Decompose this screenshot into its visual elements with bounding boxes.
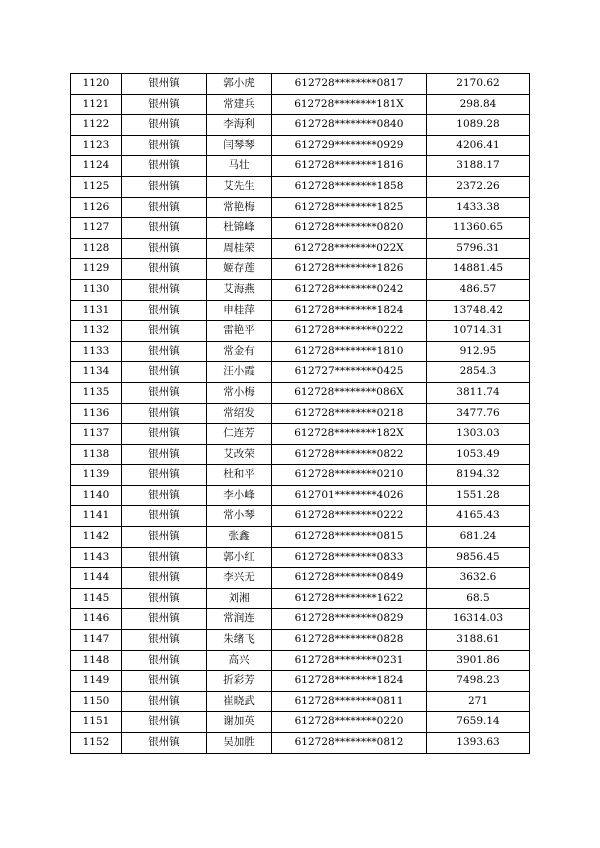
amount-cell: 1393.63 — [427, 733, 530, 754]
id-number-cell: 612727********0425 — [272, 362, 427, 383]
row-number-cell: 1134 — [71, 362, 122, 383]
town-cell: 银州镇 — [122, 300, 207, 321]
table-body — [71, 74, 530, 754]
table-row — [71, 197, 530, 218]
town-cell: 银州镇 — [122, 444, 207, 465]
row-number-cell: 1143 — [71, 547, 122, 568]
amount-cell: 7498.23 — [427, 671, 530, 692]
amount-cell: 11360.65 — [427, 218, 530, 239]
table-row — [71, 135, 530, 156]
name-cell: 闫琴琴 — [207, 135, 272, 156]
id-number-cell: 612728********0210 — [272, 465, 427, 486]
town-cell: 银州镇 — [122, 630, 207, 651]
id-number-cell: 612728********0231 — [272, 650, 427, 671]
amount-cell: 5796.31 — [427, 238, 530, 259]
amount-cell: 13748.42 — [427, 300, 530, 321]
amount-cell: 3188.61 — [427, 630, 530, 651]
amount-cell: 14881.45 — [427, 259, 530, 280]
id-number-cell: 612728********0828 — [272, 630, 427, 651]
id-number-cell: 612728********0242 — [272, 279, 427, 300]
amount-cell: 3188.17 — [427, 156, 530, 177]
town-cell: 银州镇 — [122, 321, 207, 342]
table-row — [71, 712, 530, 733]
id-number-cell: 612728********0812 — [272, 733, 427, 754]
amount-cell: 9856.45 — [427, 547, 530, 568]
row-number-cell: 1122 — [71, 115, 122, 136]
row-number-cell: 1132 — [71, 321, 122, 342]
row-number-cell: 1140 — [71, 485, 122, 506]
town-cell: 银州镇 — [122, 403, 207, 424]
row-number-cell: 1150 — [71, 691, 122, 712]
table-row — [71, 568, 530, 589]
id-number-cell: 612728********0222 — [272, 321, 427, 342]
amount-cell: 1551.28 — [427, 485, 530, 506]
table-row — [71, 444, 530, 465]
id-number-cell: 612728********0811 — [272, 691, 427, 712]
id-number-cell: 612728********086X — [272, 382, 427, 403]
table-row — [71, 218, 530, 239]
id-number-cell: 612728********1858 — [272, 176, 427, 197]
row-number-cell: 1124 — [71, 156, 122, 177]
amount-cell: 2170.62 — [427, 74, 530, 95]
id-number-cell: 612701********4026 — [272, 485, 427, 506]
table-row — [71, 259, 530, 280]
name-cell: 艾海燕 — [207, 279, 272, 300]
town-cell: 银州镇 — [122, 382, 207, 403]
town-cell: 银州镇 — [122, 650, 207, 671]
town-cell: 银州镇 — [122, 115, 207, 136]
row-number-cell: 1131 — [71, 300, 122, 321]
table-row — [71, 341, 530, 362]
name-cell: 仁连芳 — [207, 424, 272, 445]
name-cell: 常绍发 — [207, 403, 272, 424]
id-number-cell: 612728********1824 — [272, 300, 427, 321]
town-cell: 银州镇 — [122, 691, 207, 712]
town-cell: 银州镇 — [122, 197, 207, 218]
row-number-cell: 1137 — [71, 424, 122, 445]
amount-cell: 7659.14 — [427, 712, 530, 733]
amount-cell: 681.24 — [427, 527, 530, 548]
amount-cell: 3811.74 — [427, 382, 530, 403]
id-number-cell: 612728********0817 — [272, 74, 427, 95]
name-cell: 周桂荣 — [207, 238, 272, 259]
table-row — [71, 630, 530, 651]
amount-cell: 1053.49 — [427, 444, 530, 465]
name-cell: 申桂萍 — [207, 300, 272, 321]
amount-cell: 298.84 — [427, 94, 530, 115]
row-number-cell: 1126 — [71, 197, 122, 218]
name-cell: 常小梅 — [207, 382, 272, 403]
table-row — [71, 176, 530, 197]
name-cell: 张鑫 — [207, 527, 272, 548]
table-row — [71, 403, 530, 424]
row-number-cell: 1136 — [71, 403, 122, 424]
town-cell: 银州镇 — [122, 485, 207, 506]
town-cell: 银州镇 — [122, 176, 207, 197]
name-cell: 艾先生 — [207, 176, 272, 197]
id-number-cell: 612728********1816 — [272, 156, 427, 177]
row-number-cell: 1141 — [71, 506, 122, 527]
name-cell: 杜和平 — [207, 465, 272, 486]
name-cell: 姬存莲 — [207, 259, 272, 280]
name-cell: 常小琴 — [207, 506, 272, 527]
table-row — [71, 691, 530, 712]
row-number-cell: 1135 — [71, 382, 122, 403]
name-cell: 马壮 — [207, 156, 272, 177]
name-cell: 朱绪飞 — [207, 630, 272, 651]
name-cell: 吴加胜 — [207, 733, 272, 754]
name-cell: 折彩芳 — [207, 671, 272, 692]
town-cell: 银州镇 — [122, 94, 207, 115]
table-row — [71, 382, 530, 403]
name-cell: 汪小霞 — [207, 362, 272, 383]
table-row — [71, 279, 530, 300]
row-number-cell: 1129 — [71, 259, 122, 280]
row-number-cell: 1138 — [71, 444, 122, 465]
town-cell: 银州镇 — [122, 588, 207, 609]
id-number-cell: 612728********182X — [272, 424, 427, 445]
name-cell: 刘湘 — [207, 588, 272, 609]
data-table — [70, 73, 530, 754]
name-cell: 常艳梅 — [207, 197, 272, 218]
amount-cell: 4206.41 — [427, 135, 530, 156]
amount-cell: 2854.3 — [427, 362, 530, 383]
amount-cell: 10714.31 — [427, 321, 530, 342]
table-row — [71, 238, 530, 259]
name-cell: 崔晓武 — [207, 691, 272, 712]
row-number-cell: 1133 — [71, 341, 122, 362]
id-number-cell: 612728********1810 — [272, 341, 427, 362]
name-cell: 李海利 — [207, 115, 272, 136]
row-number-cell: 1128 — [71, 238, 122, 259]
town-cell: 银州镇 — [122, 733, 207, 754]
name-cell: 常建兵 — [207, 94, 272, 115]
town-cell: 银州镇 — [122, 74, 207, 95]
town-cell: 银州镇 — [122, 279, 207, 300]
table-row — [71, 74, 530, 95]
table-row — [71, 94, 530, 115]
amount-cell: 68.5 — [427, 588, 530, 609]
name-cell: 艾改荣 — [207, 444, 272, 465]
name-cell: 谢加英 — [207, 712, 272, 733]
id-number-cell: 612728********0840 — [272, 115, 427, 136]
table-row — [71, 733, 530, 754]
id-number-cell: 612728********0222 — [272, 506, 427, 527]
table-row — [71, 115, 530, 136]
amount-cell: 4165.43 — [427, 506, 530, 527]
id-number-cell: 612728********0849 — [272, 568, 427, 589]
amount-cell: 912.95 — [427, 341, 530, 362]
table-row — [71, 465, 530, 486]
name-cell: 高兴 — [207, 650, 272, 671]
table-row — [71, 527, 530, 548]
amount-cell: 3901.86 — [427, 650, 530, 671]
row-number-cell: 1120 — [71, 74, 122, 95]
table-row — [71, 362, 530, 383]
table-row — [71, 506, 530, 527]
town-cell: 银州镇 — [122, 424, 207, 445]
amount-cell: 1433.38 — [427, 197, 530, 218]
town-cell: 银州镇 — [122, 259, 207, 280]
table-row — [71, 609, 530, 630]
row-number-cell: 1127 — [71, 218, 122, 239]
amount-cell: 3477.76 — [427, 403, 530, 424]
amount-cell: 3632.6 — [427, 568, 530, 589]
row-number-cell: 1152 — [71, 733, 122, 754]
name-cell: 常金有 — [207, 341, 272, 362]
id-number-cell: 612728********0820 — [272, 218, 427, 239]
amount-cell: 271 — [427, 691, 530, 712]
id-number-cell: 612728********1826 — [272, 259, 427, 280]
table-row — [71, 547, 530, 568]
table-row — [71, 321, 530, 342]
row-number-cell: 1139 — [71, 465, 122, 486]
id-number-cell: 612728********0833 — [272, 547, 427, 568]
town-cell: 银州镇 — [122, 568, 207, 589]
table-row — [71, 424, 530, 445]
id-number-cell: 612728********0829 — [272, 609, 427, 630]
table-row — [71, 671, 530, 692]
row-number-cell: 1145 — [71, 588, 122, 609]
name-cell: 杜锦峰 — [207, 218, 272, 239]
town-cell: 银州镇 — [122, 156, 207, 177]
amount-cell: 16314.03 — [427, 609, 530, 630]
id-number-cell: 612728********1824 — [272, 671, 427, 692]
id-number-cell: 612728********1622 — [272, 588, 427, 609]
id-number-cell: 612728********1825 — [272, 197, 427, 218]
row-number-cell: 1130 — [71, 279, 122, 300]
town-cell: 银州镇 — [122, 135, 207, 156]
row-number-cell: 1146 — [71, 609, 122, 630]
table-row — [71, 300, 530, 321]
town-cell: 银州镇 — [122, 465, 207, 486]
name-cell: 雷艳平 — [207, 321, 272, 342]
amount-cell: 1303.03 — [427, 424, 530, 445]
row-number-cell: 1147 — [71, 630, 122, 651]
amount-cell: 486.57 — [427, 279, 530, 300]
id-number-cell: 612728********022X — [272, 238, 427, 259]
name-cell: 常润连 — [207, 609, 272, 630]
id-number-cell: 612728********181X — [272, 94, 427, 115]
row-number-cell: 1144 — [71, 568, 122, 589]
table-row — [71, 588, 530, 609]
id-number-cell: 612728********0822 — [272, 444, 427, 465]
row-number-cell: 1121 — [71, 94, 122, 115]
town-cell: 银州镇 — [122, 506, 207, 527]
row-number-cell: 1123 — [71, 135, 122, 156]
id-number-cell: 612728********0220 — [272, 712, 427, 733]
town-cell: 银州镇 — [122, 547, 207, 568]
town-cell: 银州镇 — [122, 362, 207, 383]
row-number-cell: 1142 — [71, 527, 122, 548]
name-cell: 李兴无 — [207, 568, 272, 589]
town-cell: 银州镇 — [122, 218, 207, 239]
row-number-cell: 1151 — [71, 712, 122, 733]
table-row — [71, 650, 530, 671]
row-number-cell: 1148 — [71, 650, 122, 671]
id-number-cell: 612729********0929 — [272, 135, 427, 156]
amount-cell: 8194.32 — [427, 465, 530, 486]
amount-cell: 2372.26 — [427, 176, 530, 197]
row-number-cell: 1125 — [71, 176, 122, 197]
town-cell: 银州镇 — [122, 671, 207, 692]
name-cell: 李小峰 — [207, 485, 272, 506]
table-row — [71, 485, 530, 506]
town-cell: 银州镇 — [122, 341, 207, 362]
amount-cell: 1089.28 — [427, 115, 530, 136]
name-cell: 郭小虎 — [207, 74, 272, 95]
town-cell: 银州镇 — [122, 712, 207, 733]
name-cell: 郭小红 — [207, 547, 272, 568]
id-number-cell: 612728********0218 — [272, 403, 427, 424]
town-cell: 银州镇 — [122, 609, 207, 630]
town-cell: 银州镇 — [122, 238, 207, 259]
id-number-cell: 612728********0815 — [272, 527, 427, 548]
row-number-cell: 1149 — [71, 671, 122, 692]
town-cell: 银州镇 — [122, 527, 207, 548]
table-row — [71, 156, 530, 177]
